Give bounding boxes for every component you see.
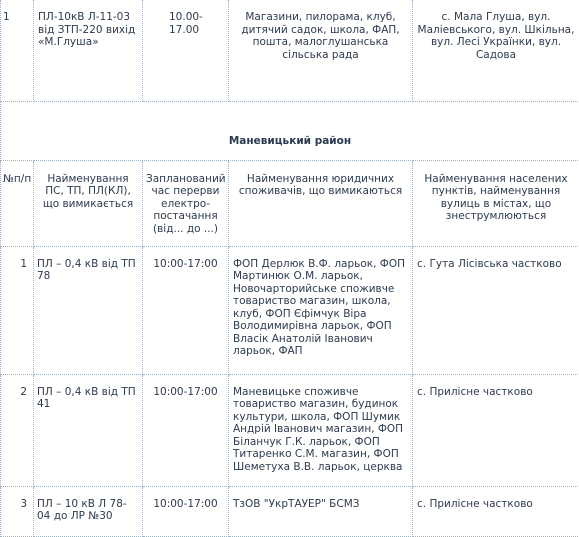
- table-row: [1, 486, 579, 536]
- settlements: с. Гута Лісівська частково: [413, 246, 579, 374]
- row-number: 1: [1, 0, 34, 101]
- table-row: [1, 246, 579, 374]
- table-row: [1, 374, 579, 486]
- header-settlements: Найменування населених пунктів, найменування вулиць в містах, що знеструмлюються: [413, 160, 579, 246]
- line-name: ПЛ-10кВ Л-11-03 від ЗТП-220 вихід «М.Глуша»: [34, 0, 143, 101]
- header-object: Найменування ПС, ТП, ПЛ(КЛ), що вимикається: [34, 160, 143, 246]
- header-number: №п/п: [1, 160, 34, 246]
- header-row: [1, 160, 579, 246]
- outage-time: 10.00-17.00: [143, 0, 229, 101]
- line-name: ПЛ – 0,4 кВ від ТП 41: [34, 374, 143, 486]
- district-title: Маневицький район: [1, 101, 579, 160]
- settlements: с. Прилісне частково: [413, 374, 579, 486]
- district-row: [1, 101, 579, 160]
- row-number: 2: [1, 374, 34, 486]
- row-number: 3: [1, 486, 34, 536]
- outage-time: 10:00-17:00: [143, 374, 229, 486]
- line-name: ПЛ – 10 кВ Л 78-04 до ЛР №30: [34, 486, 143, 536]
- header-planned-time: Запланований час перерви електро-постачання (від... до ...): [143, 160, 229, 246]
- settlements: с. Прилісне частково: [413, 486, 579, 536]
- outage-time: 10:00-17:00: [143, 246, 229, 374]
- consumers: ФОП Дерлюк В.Ф. ларьок, ФОП Мартинюк О.М. ларьок, Новочарторийське споживче товариство магазин, школа, клуб, ФОП Єфімчук Віра Володимирівна ларьок, ФОП Власік Анатолій Іванович ларьок, ФАП: [229, 246, 413, 374]
- consumers: ТзОВ "УкрТАУЕР" БСМЗ: [229, 486, 413, 536]
- header-consumers: Найменування юридичних споживачів, що вимикаються: [229, 160, 413, 246]
- row-number: 1: [1, 246, 34, 374]
- line-name: ПЛ – 0,4 кВ від ТП 78: [34, 246, 143, 374]
- settlements: с. Мала Глуша, вул. Маліевського, вул. Шкільна, вул. Лесі Українки, вул. Садова: [413, 0, 579, 101]
- consumers: Магазини, пилорама, клуб, дитячий садок, школа, ФАП, пошта, малоглушанська сільська рада: [229, 0, 413, 101]
- outage-time: 10:00-17:00: [143, 486, 229, 536]
- table-row: [1, 0, 579, 101]
- consumers: Маневицьке споживче товариство магазин, будинок культури, школа, ФОП Шумик Андрій Іванович магазин, ФОП Біланчук Г.К. ларьок, ФОП Титаренко С.М. магазин, ФОП Шеметуха В.В. ларьок, церква: [229, 374, 413, 486]
